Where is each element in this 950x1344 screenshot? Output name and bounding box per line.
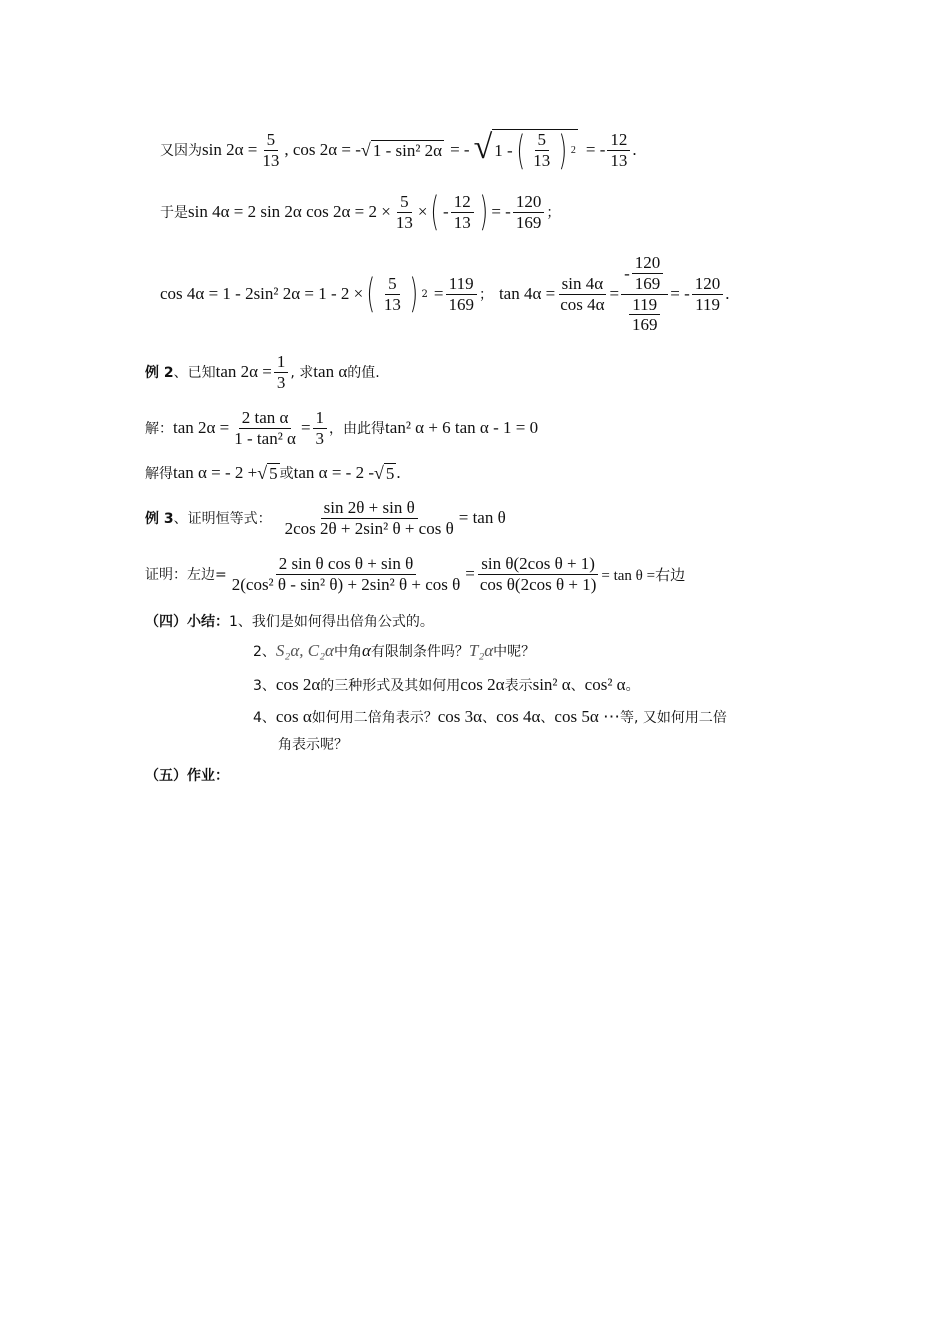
proof-3 [145, 550, 685, 598]
equals: = [433, 284, 444, 303]
text: 中角 [333, 644, 362, 660]
math-expr: sin 4α = 2 sin 2α cos 2α = 2 × [188, 202, 391, 221]
item-number: 2、 [253, 644, 276, 660]
summary-heading: （四）小结： [145, 614, 229, 630]
fraction: $\frac{1}{3}$ [313, 408, 328, 448]
sqrt: √ 5 [257, 462, 278, 483]
math-expr: sin 2α = [202, 140, 258, 159]
text: 、证明恒等式： [173, 511, 272, 527]
period: . [396, 463, 401, 482]
math-expr: S₂α, C₂α [275, 641, 334, 660]
summary-line-2 [253, 638, 535, 664]
text: , 求 [290, 365, 314, 381]
exponent: 2 [421, 288, 428, 300]
fraction: $\frac{5}{13}$ [383, 273, 401, 314]
homework-heading: （五）作业： [145, 768, 229, 784]
semicolon: ； [546, 205, 561, 221]
fraction: $\frac{5}{13}$ [262, 129, 280, 170]
example-2 [145, 350, 380, 394]
text: 的三种形式及其如何用 [320, 678, 461, 694]
compound-fraction: - $\frac{120}{169}$ $\frac{119}{169}$ [621, 253, 668, 334]
summary-line-3 [253, 672, 640, 698]
math-expr: cos 3α [437, 707, 483, 726]
fraction: $\frac{120}{119}$ [692, 274, 724, 314]
item-number: 3、 [253, 678, 276, 694]
math-expr: = - [585, 140, 606, 159]
fraction: $\frac{\text{sin 2θ + sin θ}}{\text{2cos 2θ + 2sin² θ + cos θ}}$ [284, 497, 454, 538]
summary-line-4 [253, 704, 727, 730]
text: 解得 [145, 466, 173, 482]
solution-label: 解： [145, 421, 173, 437]
text: 等, 又如何用二倍 [619, 710, 727, 726]
text: 表示 [504, 678, 533, 694]
times-sign: × [417, 202, 428, 221]
period: . [725, 284, 730, 303]
math-expr: T₂α [468, 641, 494, 660]
math-expr: cos 4α [496, 707, 541, 726]
text: 、已知 [173, 365, 216, 381]
text: ，由此得 [329, 421, 386, 437]
fraction: $\frac{1}{3}$ [274, 352, 289, 392]
math-expr: tan 2α = [215, 362, 272, 381]
text: 或 [279, 466, 294, 482]
summary-line-4-cont [278, 732, 348, 756]
text-prefix: 又因为 [160, 143, 202, 159]
math-expr: cos 4α = 1 - 2sin² 2α = 1 - 2 × [160, 284, 364, 303]
sqrt: √ 1 - sin² 2α [360, 139, 443, 160]
fraction: $\frac{5}{13}$ [395, 191, 413, 232]
text-prefix: 于是 [160, 205, 188, 221]
fraction: $\frac{\text{2 sin θ cos θ + sin θ}}{\text{2(cos² θ - sin² θ) + 2sin² θ + cos θ}}$ [231, 553, 461, 594]
text: 。 [625, 678, 640, 694]
equals: = [609, 284, 620, 303]
solution-2 [145, 404, 538, 452]
text: 的值. [347, 365, 380, 381]
math-expr: tan α = - 2 + [173, 463, 258, 482]
example-label: 例 3 [145, 511, 174, 527]
fraction: $\frac{119}{169}$ [445, 274, 477, 314]
math-expr: cos² α [584, 675, 626, 694]
equals: = [300, 418, 311, 437]
line-sin2a-cos2a [160, 124, 637, 176]
sqrt: √ 5 [374, 462, 395, 483]
fraction: $\frac{\text{2 tan α}}{\text{1 - tan² α}}$ [234, 407, 296, 448]
fraction: $\frac{\text{sin θ(2cos θ + 1)}}{\text{cos θ(2cos θ + 1)}}$ [479, 553, 597, 594]
text: 如何用二倍角表示？ [311, 710, 438, 726]
minus-sign: - [443, 202, 449, 221]
math-expr: tan α = - 2 - [293, 463, 374, 482]
math-expr: sin² α [532, 675, 571, 694]
summary-line-1 [145, 608, 434, 634]
math-expr: tan² α + 6 tan α - 1 = 0 [385, 418, 539, 437]
text: 角表示呢？ [278, 737, 348, 753]
semicolon: ； [478, 287, 493, 303]
solution-2-result [145, 458, 401, 488]
math-expr: tan 2α = [173, 418, 230, 437]
fraction: $\frac{12}{13}$ [451, 192, 474, 232]
math-expr: tan α [313, 362, 348, 381]
math-expr: cos α [275, 707, 312, 726]
math-expr: cos 2α [275, 675, 321, 694]
fraction: $\frac{\sin 4\alpha}{\cos 4\alpha}$ [560, 273, 605, 314]
equals: = [465, 564, 475, 583]
math-expr: , cos 2α = - [284, 140, 361, 159]
text: 有限制条件吗？ [370, 644, 469, 660]
math-expr: α [361, 641, 371, 660]
homework-line [145, 762, 229, 788]
sqrt-big: √ 1 - ( $\frac{5}{13}$ ) 2 [473, 127, 576, 174]
math-expr: cos 2α [460, 675, 505, 694]
math-expr: = - [491, 202, 511, 221]
line-sin4a: 于是 sin 4α = 2 sin 2α cos 2α = 2 × $\frac{5}{13}$ × ( - $\frac{12}{13}$ ) = - $\frac{120}{169}$ ； [160, 189, 561, 235]
fraction: $\frac{12}{13}$ [607, 130, 630, 170]
math-expr: cos 5α ⋯ [554, 707, 620, 726]
math-expr: = - [670, 284, 690, 303]
example-label: 例 2 [145, 365, 174, 381]
math-expr: = - [450, 140, 470, 159]
text: 、 [540, 710, 555, 726]
math-expr: tan 4α = [498, 284, 556, 303]
fraction: $\frac{120}{169}$ [513, 192, 545, 232]
line-cos4a-tan4a: cos 4α = 1 - 2sin² 2α = 1 - 2 × ( $\frac{5}{13}$ ) 2 = $\frac{119}{169}$ ； tan 4α = $\frac{\sin 4\alpha}{\cos 4\alpha}$ = - $\frac{120}{169}$ $\frac{119}{169}$ = - $\frac{120}{119}$ . [160, 253, 730, 335]
text: 、 [570, 678, 585, 694]
math-expr: = tan θ [458, 508, 506, 527]
text: 、 [482, 710, 497, 726]
text: 中呢？ [493, 644, 536, 660]
proof-label: 证明：左边= [145, 567, 227, 583]
math-expr: = tan θ =右边 [601, 567, 686, 584]
period: . [632, 140, 637, 159]
summary-item-1: 1、我们是如何得出倍角公式的。 [229, 614, 434, 630]
item-number: 4、 [253, 710, 276, 726]
example-3 [145, 494, 506, 542]
